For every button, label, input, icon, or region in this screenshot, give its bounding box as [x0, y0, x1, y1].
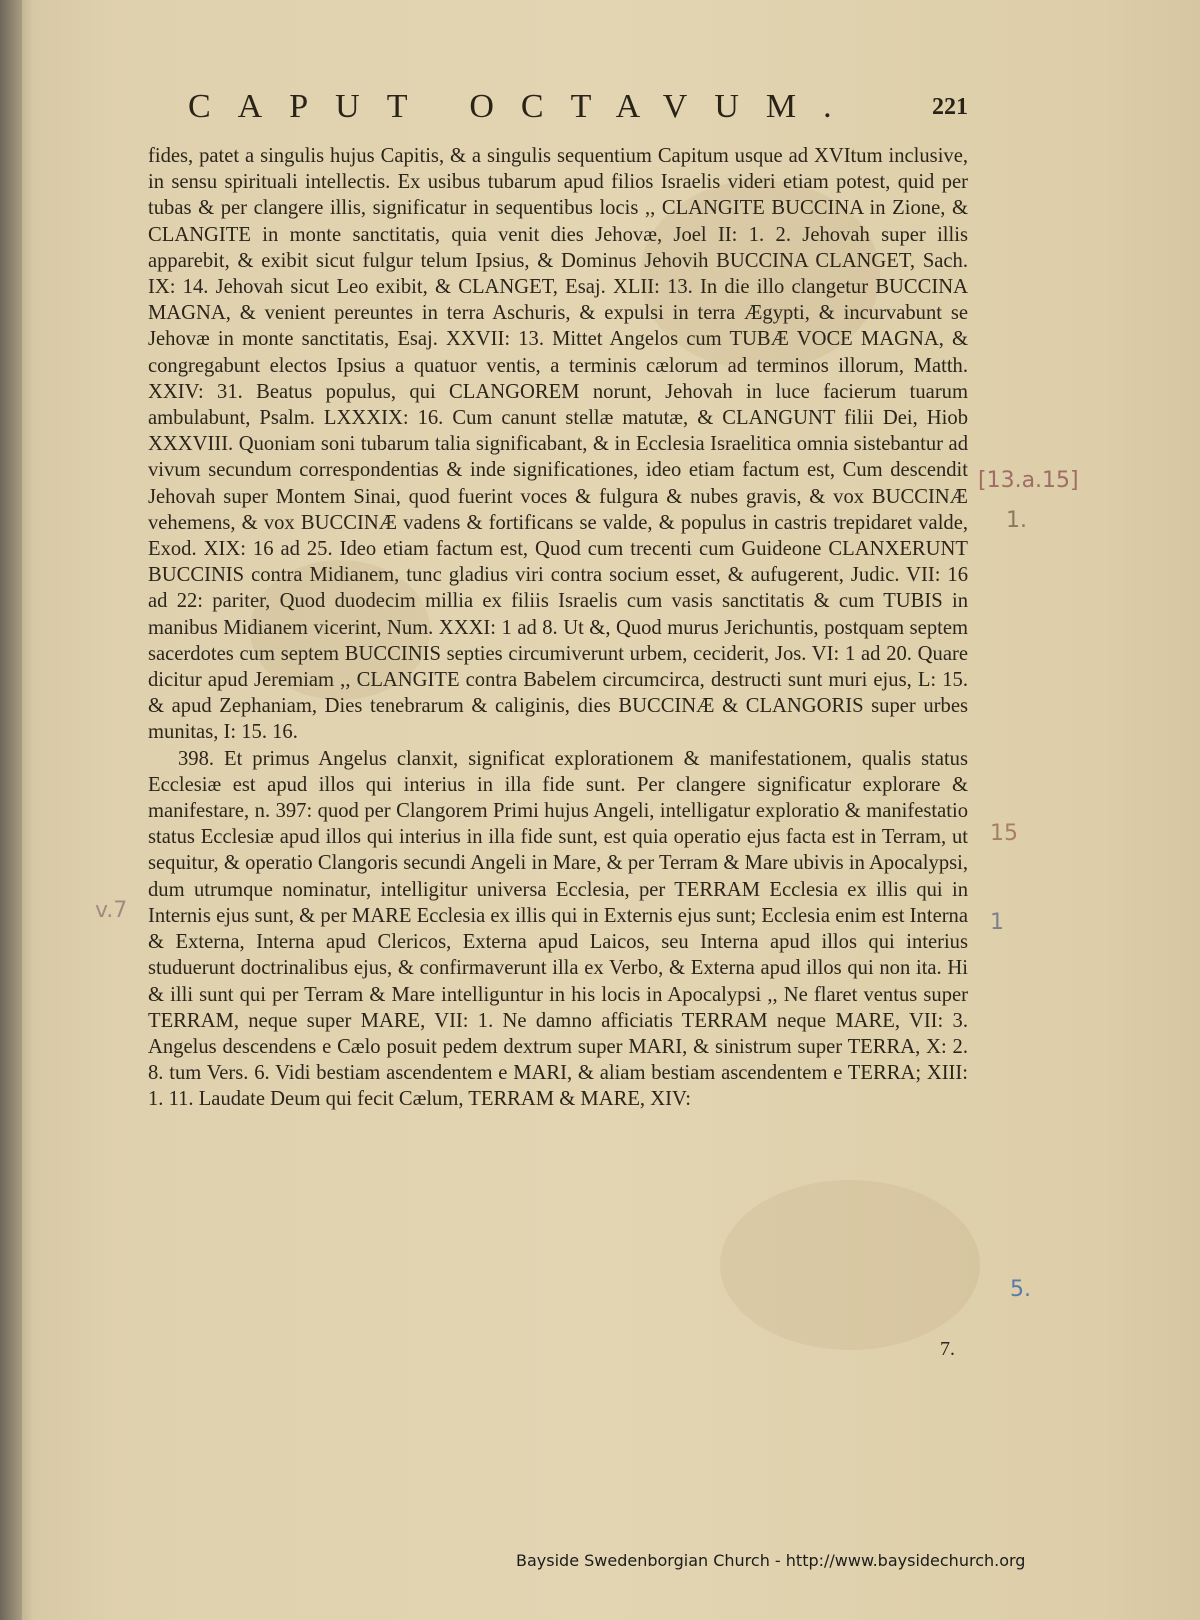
handwritten-reference-note: [13.a.15]: [978, 468, 1079, 493]
paper-stain: [720, 1180, 980, 1350]
book-spine-shadow: [0, 0, 22, 1620]
page-number: 221: [932, 94, 968, 120]
handwritten-right-note-lower: 1: [990, 910, 1004, 935]
closing-reference: 7.: [940, 1338, 955, 1360]
handwritten-margin-five: 5.: [1010, 1277, 1031, 1302]
source-footer-link[interactable]: Bayside Swedenborgian Church - http://www.baysidechurch.org: [516, 1551, 1026, 1570]
running-title: CAPUT OCTAVUM.: [188, 88, 859, 125]
handwritten-right-note: 1.: [1006, 508, 1027, 533]
paragraph-two: 398. Et primus Angelus clanxit, significat explorationem & manifestationem, qualis status Ecclesiæ est apud illos qui interius in illa fide sunt. Per clangere significatur explorare & manifestare, n. 397: quod per Clangorem Primi hujus Angeli, intelligatur exploratio & manifestatio status Ecclesiæ apud illos qui interius in illa fide sunt, est quia operatio ejus facta est in Terram, ut sequitur, & operatio Clangoris secundi Angeli in Mare, & per Terram & Mare ubivis in Apocalypsi, dum utrumque nominatur, intelligitur universa Ecclesia, per TERRAM Ecclesia ex illis qui in Internis ejus sunt, & per MARE Ecclesia ex illis qui in Externis ejus sunt; Ecclesia enim est Interna & Externa, Interna apud Clericos, Externa apud Laicos, seu Interna apud illos qui interius studuerunt doctrinalibus ejus, & confirmaverunt illa ex Verbo, & Externa apud illos qui non ita. Hi & illi sunt qui per Terram & Mare intelliguntur in his locis in Apocalypsi ,, Ne flaret ventus super TERRAM, neque super MARE, VII: 1. Ne damno afficiatis TERRAM neque MARE, VII: 3. Angelus descendens e Cælo posuit pedem dextrum super MARI, & sinistrum super TERRA, X: 2. 8. tum Vers. 6. Vidi bestiam ascendentem e MARI, & aliam bestiam ascendentem e TERRA; XIII: 1. 11. Laudate Deum qui fecit Cælum, TERRAM & MARE, XIV:: [148, 747, 968, 1111]
handwritten-left-note: v.7: [95, 898, 128, 923]
page-header: [188, 88, 968, 134]
main-text-block: [148, 143, 968, 1113]
paragraph-one: fides, patet a singulis hujus Capitis, & a singulis sequentium Capitum usque ad XVItum inclusive, in sensu spirituali intellectis. Ex usibus tubarum apud filios Israelis videri etiam potest, quid per tubas & per clangere illis, significatur in sequentibus locis ,, CLANGITE BUCCINA in Zione, & CLANGITE in monte sanctitatis, quia venit dies Jehovæ, Joel II: 1. 2. Jehovah super illis apparebit, & exibit sicut fulgur telum Ipsius, & Dominus Jehovih BUCCINA CLANGET, Sach. IX: 14. Jehovah sicut Leo exibit, & CLANGET, Esaj. XLII: 13. In die illo clangetur BUCCINA MAGNA, & venient pereuntes in terra Aschuris, & expulsi in terra Ægypti, & incurvabunt se Jehovæ in monte sanctitatis, Esaj. XXVII: 13. Mittet Angelos cum TUBÆ VOCE MAGNA, & congregabunt electos Ipsius a quatuor ventis, a terminis cælorum ad terminos illorum, Matth. XXIV: 31. Beatus populus, qui CLANGOREM norunt, Jehovah in luce facierum tuarum ambulabunt, Psalm. LXXXIX: 16. Cum canunt stellæ matutæ, & CLANGUNT filii Dei, Hiob XXXVIII. Quoniam soni tubarum talia significabant, & in Ecclesia Israelitica omnia sistebantur ad vivum secundum correspondentias & inde significationes, ideo etiam factum est, Cum descendit Jehovah super Montem Sinai, quod fuerint voces & fulgura & nubes gravis, & vox BUCCINÆ vehemens, & vox BUCCINÆ vadens & fortificans se valde, & populus in castris trepidaret valde, Exod. XIX: 16 ad 25. Ideo etiam factum est, Quod cum trecenti cum Guideone CLANXERUNT BUCCINIS contra Midianem, tunc gladius viri contra socium esset, & aufugerent, Judic. VII: 16 ad 22: pariter, Quod duodecim millia ex filiis Israelis cum vasis sanctitatis & cum TUBIS in manibus Midianem vicerint, Num. XXXI: 1 ad 8. Ut &, Quod murus Jerichuntis, postquam septem sacerdotes cum septem BUCCINIS septies circumiverunt urbem, ceciderit, Jos. VI: 1 ad 20. Quare dicitur apud Jeremiam ,, CLANGITE contra Babelem circumcirca, destructi sunt muri ejus, L: 15. & apud Zephaniam, Dies tenebrarum & caliginis, dies BUCCINÆ & CLANGORIS super urbes munitas, I: 15. 16.: [148, 145, 968, 744]
handwritten-margin-number: 15: [990, 821, 1018, 846]
